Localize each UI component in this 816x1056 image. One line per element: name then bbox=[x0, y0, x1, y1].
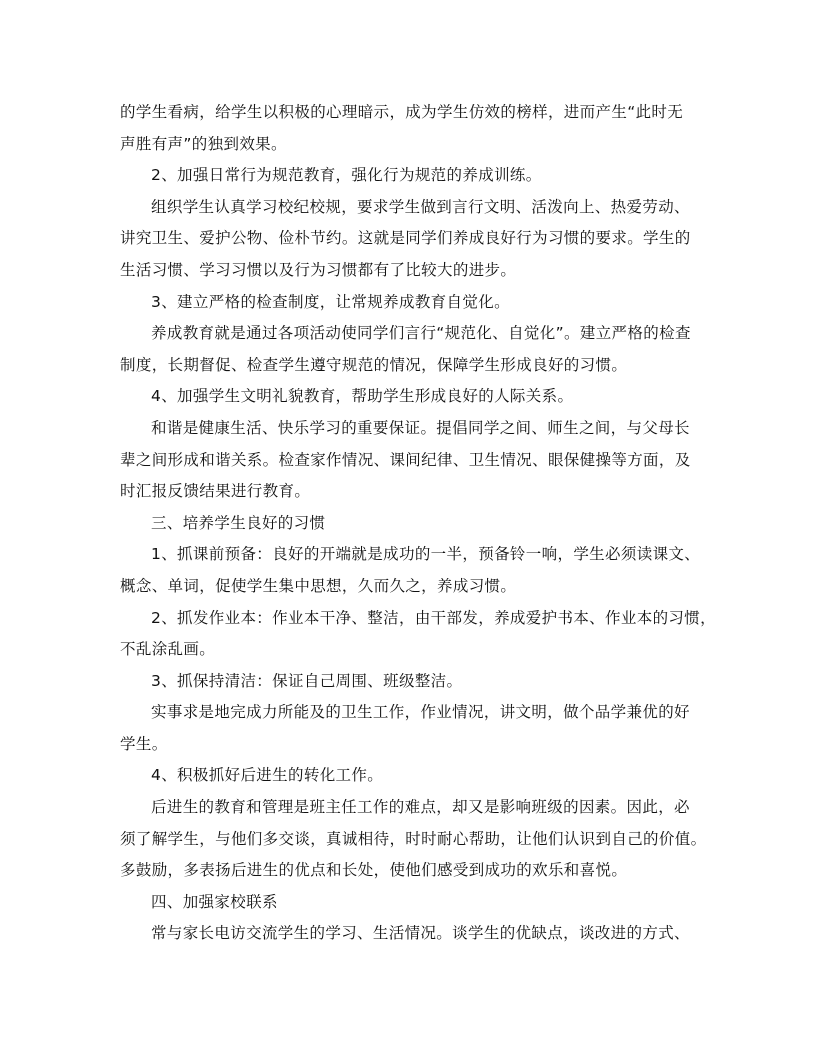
paragraph-line: 组织学生认真学习校纪校规，要求学生做到言行文明、活泼向上、热爱劳动、 bbox=[151, 197, 690, 216]
paragraph-line: 制度，长期督促、检查学生遵守规范的情况，保障学生形成良好的习惯。 bbox=[120, 355, 628, 374]
paragraph-line: 辈之间形成和谐关系。检查家作情况、课间纪律、卫生情况、眼保健操等方面，及 bbox=[120, 450, 691, 469]
paragraph-line: 概念、单词，促使学生集中思想，久而久之，养成习惯。 bbox=[120, 576, 517, 595]
paragraph-line: 3、抓保持清洁：保证自己周围、班级整洁。 bbox=[151, 671, 463, 690]
paragraph-line: 多鼓励，多表扬后进生的优点和长处，使他们感受到成功的欢乐和喜悦。 bbox=[120, 861, 628, 880]
paragraph-line: 须了解学生，与他们多交谈，真诚相待，时时耐心帮助，让他们认识到自己的价值。 bbox=[120, 829, 707, 848]
paragraph-line: 2、抓发作业本：作业本干净、整洁，由干部发，养成爱护书本、作业本的习惯， bbox=[151, 608, 716, 627]
paragraph-line: 学生。 bbox=[120, 734, 168, 753]
paragraph-line: 的学生看病，给学生以积极的心理暗示，成为学生仿效的榜样，进而产生“此时无 bbox=[120, 103, 684, 121]
paragraph-line: 讲究卫生、爱护公物、俭朴节约。这就是同学们养成良好行为习惯的要求。学生的 bbox=[120, 229, 691, 248]
paragraph-line: 时汇报反馈结果进行教育。 bbox=[120, 482, 311, 501]
paragraph-line: 实事求是地完成力所能及的卫生工作，作业情况，讲文明，做个品学兼优的好 bbox=[151, 703, 690, 722]
section-heading: 3、建立严格的检查制度，让常规养成教育自觉化。 bbox=[151, 292, 510, 311]
section-heading: 2、加强日常行为规范教育，强化行为规范的养成训练。 bbox=[151, 166, 542, 185]
section-heading: 4、积极抓好后进生的转化工作。 bbox=[151, 766, 384, 785]
section-heading: 4、加强学生文明礼貌教育，帮助学生形成良好的人际关系。 bbox=[151, 387, 574, 406]
paragraph-line: 不乱涂乱画。 bbox=[120, 640, 216, 659]
document-body bbox=[120, 97, 716, 950]
paragraph-line: 声胜有声”的独到效果。 bbox=[120, 134, 287, 153]
chapter-heading: 四、加强家校联系 bbox=[151, 892, 278, 911]
paragraph-line: 1、抓课前预备：良好的开端就是成功的一半，预备铃一响，学生必须读课文、 bbox=[151, 545, 701, 564]
paragraph-line: 后进生的教育和管理是班主任工作的难点，却又是影响班级的因素。因此，必 bbox=[151, 798, 690, 817]
chapter-heading: 三、培养学生良好的习惯 bbox=[151, 513, 326, 532]
paragraph-line: 生活习惯、学习习惯以及行为习惯都有了比较大的进步。 bbox=[120, 260, 517, 279]
paragraph-line: 养成教育就是通过各项活动使同学们言行“规范化、自觉化”。建立严格的检查 bbox=[151, 324, 691, 343]
paragraph-line: 和谐是健康生活、快乐学习的重要保证。提倡同学之间、师生之间，与父母长 bbox=[151, 418, 690, 437]
paragraph-line: 常与家长电访交流学生的学习、生活情况。谈学生的优缺点，谈改进的方式、 bbox=[151, 924, 690, 943]
